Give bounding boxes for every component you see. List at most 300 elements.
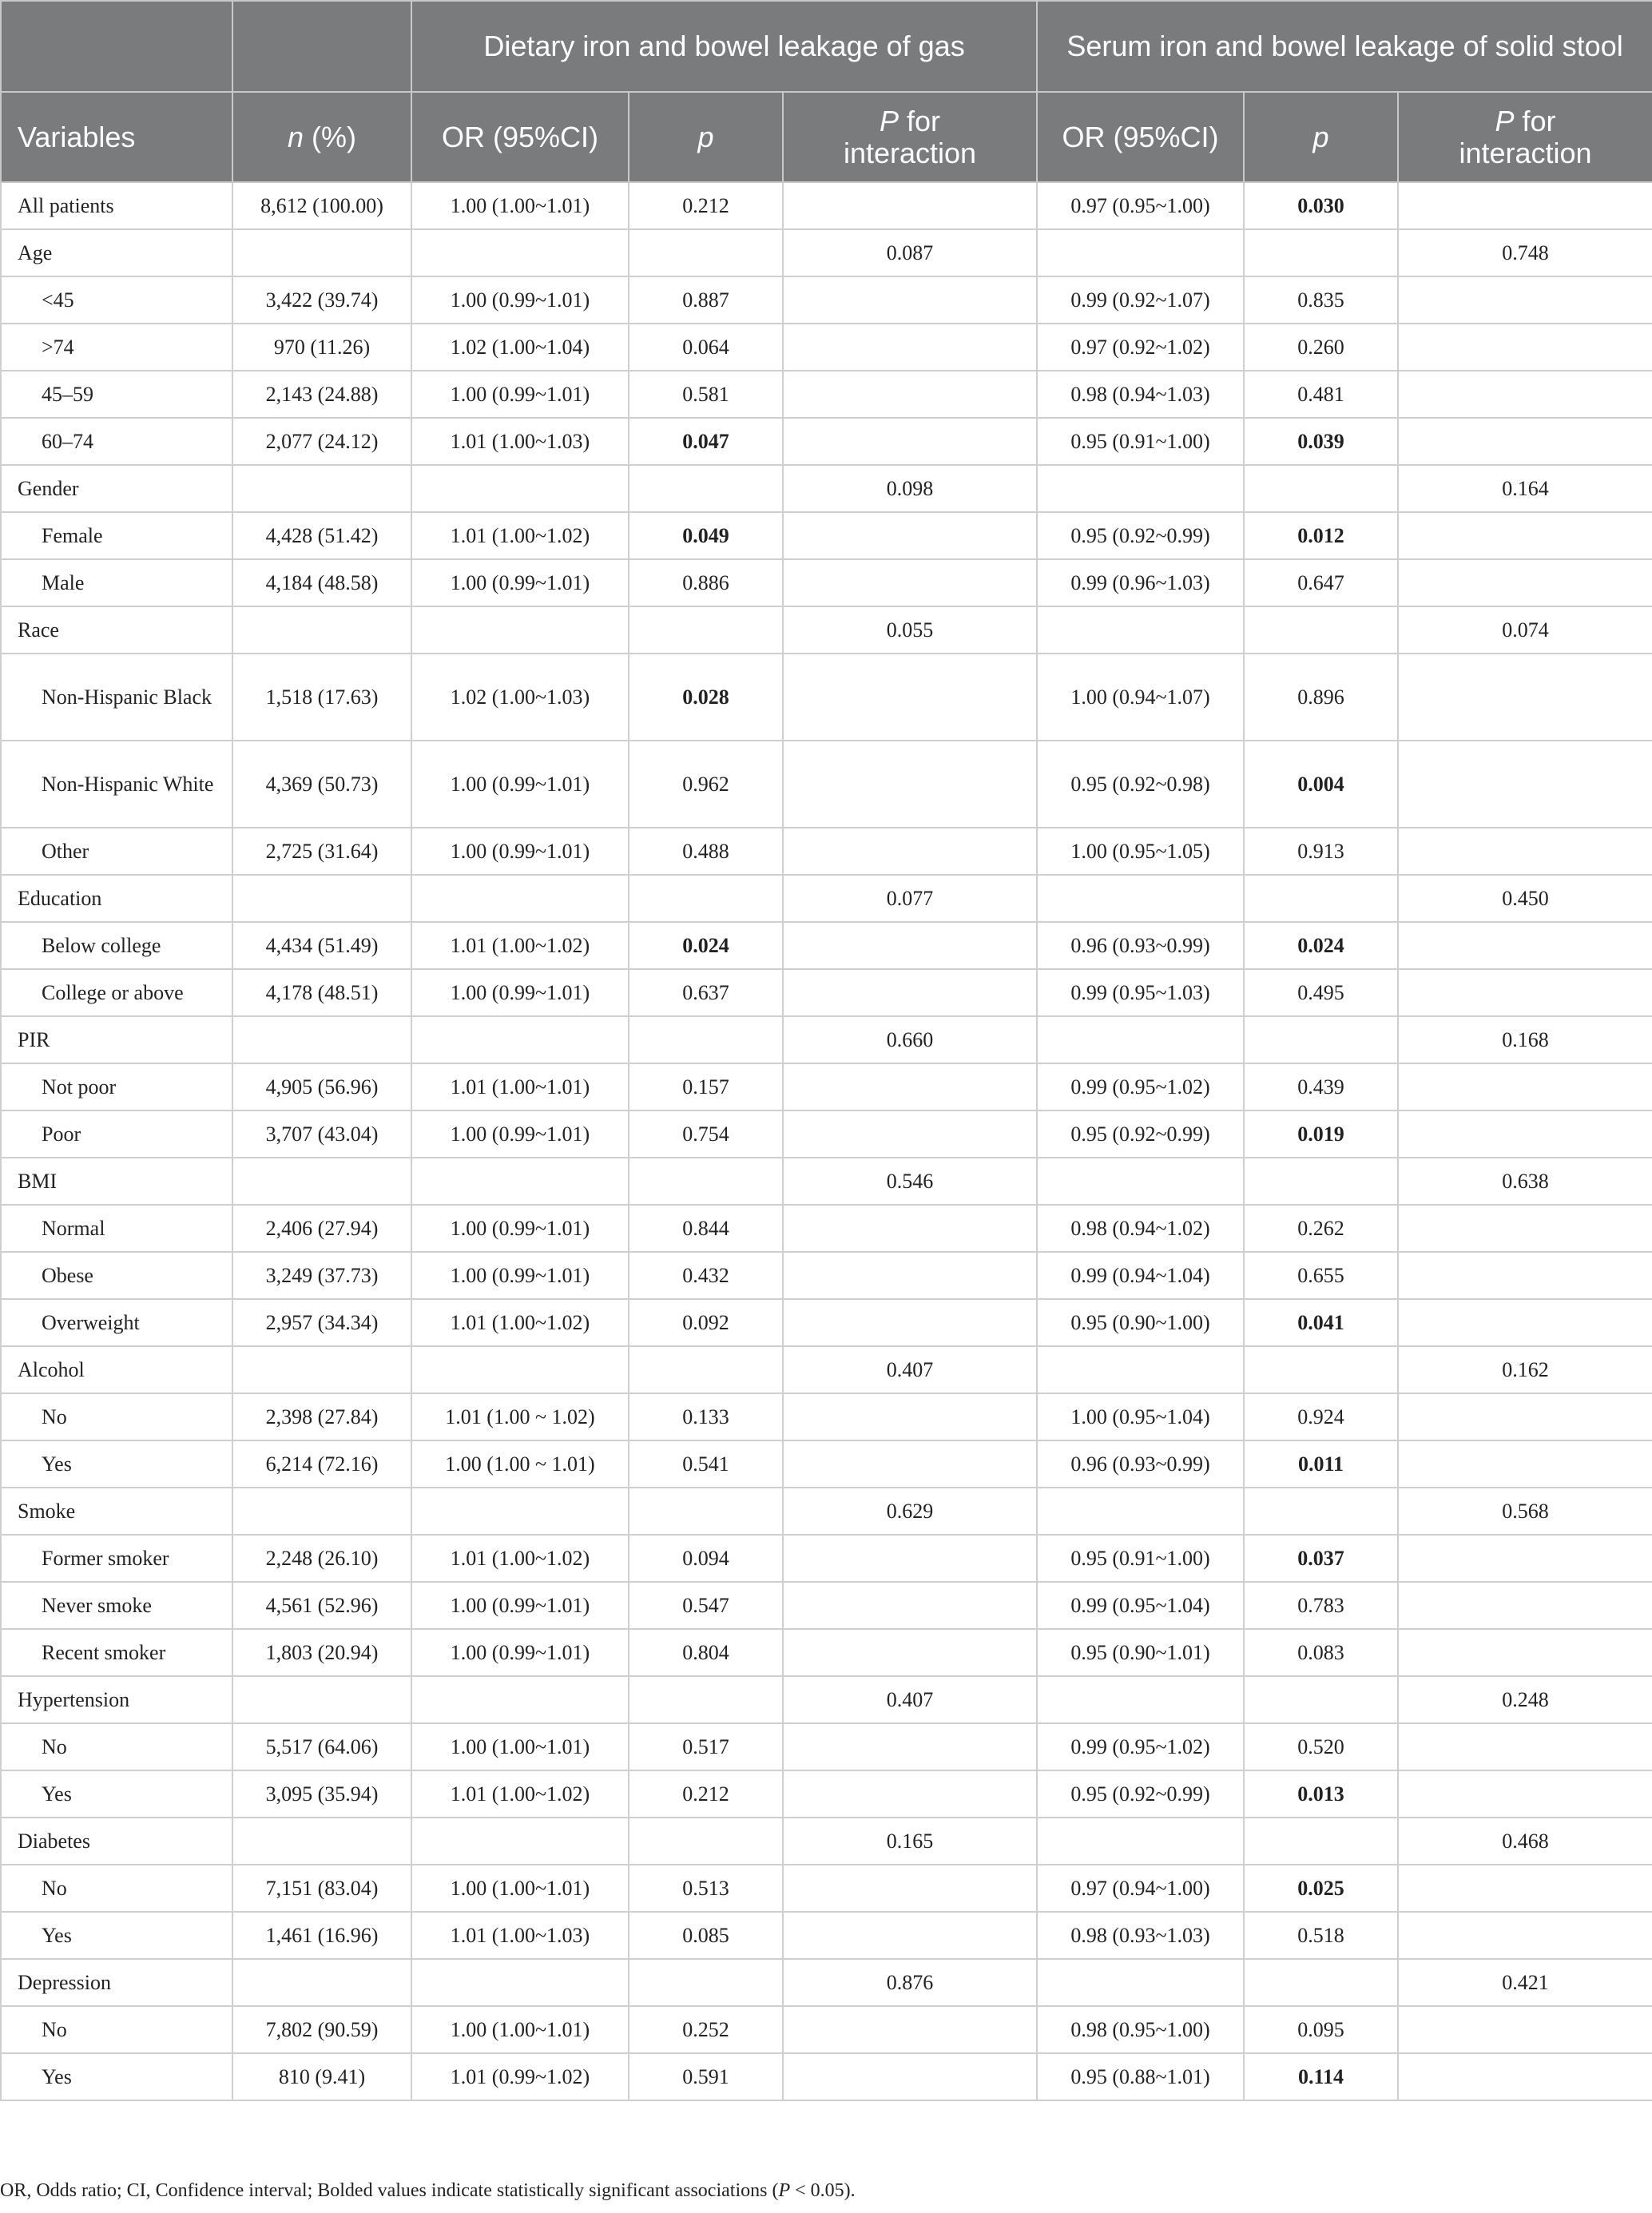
n-pct-cell: 4,561 (52.96)	[232, 1582, 411, 1629]
n-pct-cell: 4,184 (48.58)	[232, 559, 411, 606]
pint-dietary-cell: 0.660	[783, 1016, 1037, 1063]
pint-dietary-cell	[783, 969, 1037, 1016]
or-dietary-cell: 1.01 (1.00 ~ 1.02)	[411, 1393, 629, 1440]
or-serum-cell	[1037, 1016, 1244, 1063]
table-row	[1, 1063, 1652, 1110]
pint-serum-cell	[1398, 1723, 1652, 1770]
table-row	[1, 229, 1652, 276]
p-dietary-cell: 0.064	[629, 324, 783, 371]
n-pct-cell: 2,077 (24.12)	[232, 418, 411, 465]
row-label-cell: No	[1, 2006, 232, 2053]
pint-serum-cell: 0.164	[1398, 465, 1652, 512]
row-label-cell: BMI	[1, 1158, 232, 1205]
pint-serum-cell	[1398, 2006, 1652, 2053]
pint-dietary-cell	[783, 1582, 1037, 1629]
pint-serum-cell: 0.638	[1398, 1158, 1652, 1205]
or-serum-cell: 0.98 (0.95~1.00)	[1037, 2006, 1244, 2053]
or-serum-cell	[1037, 606, 1244, 654]
pint-dietary-cell	[783, 2053, 1037, 2100]
or-dietary-cell: 1.00 (1.00~1.01)	[411, 1865, 629, 1912]
or-dietary-cell: 1.00 (1.00~1.01)	[411, 1723, 629, 1770]
p-serum-cell: 0.495	[1244, 969, 1398, 1016]
group-header-dietary: Dietary iron and bowel leakage of gas	[411, 1, 1037, 92]
pint-dietary-cell	[783, 1393, 1037, 1440]
or-serum-cell: 0.96 (0.93~0.99)	[1037, 1440, 1244, 1488]
p-serum-cell: 0.647	[1244, 559, 1398, 606]
p-serum-cell	[1244, 1676, 1398, 1723]
pint-serum-cell	[1398, 512, 1652, 559]
column-header-p-dietary: p	[629, 92, 783, 182]
n-pct-cell: 3,249 (37.73)	[232, 1252, 411, 1299]
or-serum-cell: 0.96 (0.93~0.99)	[1037, 922, 1244, 969]
pint-dietary-cell: 0.077	[783, 875, 1037, 922]
row-label-cell: 60–74	[1, 418, 232, 465]
pint-dietary-cell	[783, 1063, 1037, 1110]
or-serum-cell: 0.95 (0.91~1.00)	[1037, 1535, 1244, 1582]
table-row	[1, 969, 1652, 1016]
row-label-cell: Depression	[1, 1959, 232, 2006]
row-label-cell: Female	[1, 512, 232, 559]
or-dietary-cell	[411, 465, 629, 512]
or-serum-cell: 0.97 (0.92~1.02)	[1037, 324, 1244, 371]
row-label-cell: Yes	[1, 1440, 232, 1488]
n-pct-cell	[232, 1016, 411, 1063]
or-serum-cell: 0.95 (0.91~1.00)	[1037, 418, 1244, 465]
n-pct-cell: 2,725 (31.64)	[232, 828, 411, 875]
or-serum-cell: 0.95 (0.90~1.01)	[1037, 1629, 1244, 1676]
row-label-cell: Yes	[1, 1770, 232, 1818]
or-serum-cell: 0.99 (0.95~1.04)	[1037, 1582, 1244, 1629]
pint-serum-cell	[1398, 1063, 1652, 1110]
pint-dietary-cell: 0.629	[783, 1488, 1037, 1535]
p-dietary-cell: 0.637	[629, 969, 783, 1016]
or-serum-cell: 0.97 (0.94~1.00)	[1037, 1865, 1244, 1912]
table-row	[1, 1535, 1652, 1582]
pint-serum-cell	[1398, 1535, 1652, 1582]
table-row	[1, 418, 1652, 465]
or-dietary-cell: 1.00 (0.99~1.01)	[411, 1582, 629, 1629]
pint-dietary-cell	[783, 1723, 1037, 1770]
or-dietary-cell	[411, 1346, 629, 1393]
or-dietary-cell: 1.00 (0.99~1.01)	[411, 276, 629, 324]
n-pct-cell: 4,178 (48.51)	[232, 969, 411, 1016]
p-dietary-cell: 0.804	[629, 1629, 783, 1676]
table-row	[1, 371, 1652, 418]
p-dietary-cell: 0.028	[629, 654, 783, 741]
n-pct-cell: 4,428 (51.42)	[232, 512, 411, 559]
n-pct-cell: 2,398 (27.84)	[232, 1393, 411, 1440]
or-dietary-cell	[411, 1488, 629, 1535]
table-row	[1, 1205, 1652, 1252]
pint-dietary-cell: 0.546	[783, 1158, 1037, 1205]
or-serum-cell	[1037, 1346, 1244, 1393]
or-dietary-cell: 1.01 (1.00~1.02)	[411, 1299, 629, 1346]
or-dietary-cell: 1.00 (0.99~1.01)	[411, 559, 629, 606]
row-label-cell: Smoke	[1, 1488, 232, 1535]
pint-dietary-cell: 0.876	[783, 1959, 1037, 2006]
group-header-serum: Serum iron and bowel leakage of solid stool	[1037, 1, 1652, 92]
or-dietary-cell: 1.00 (0.99~1.01)	[411, 1629, 629, 1676]
or-serum-cell: 0.99 (0.95~1.03)	[1037, 969, 1244, 1016]
pint-dietary-cell: 0.055	[783, 606, 1037, 654]
row-label-cell: Yes	[1, 1912, 232, 1959]
table-row	[1, 2006, 1652, 2053]
p-dietary-cell	[629, 465, 783, 512]
table-row	[1, 512, 1652, 559]
pint-dietary-cell	[783, 741, 1037, 828]
p-serum-cell: 0.835	[1244, 276, 1398, 324]
or-dietary-cell: 1.01 (1.00~1.02)	[411, 1535, 629, 1582]
table-row	[1, 1770, 1652, 1818]
p-dietary-cell: 0.547	[629, 1582, 783, 1629]
p-serum-cell: 0.039	[1244, 418, 1398, 465]
or-dietary-cell: 1.00 (0.99~1.01)	[411, 828, 629, 875]
pint-serum-cell: 0.162	[1398, 1346, 1652, 1393]
table-footnote: OR, Odds ratio; CI, Confidence interval; Bolded values indicate statistically significant associations (P < 0.05).	[0, 2180, 856, 2201]
n-pct-cell	[232, 1676, 411, 1723]
table-row	[1, 875, 1652, 922]
table-row	[1, 182, 1652, 229]
pint-serum-cell	[1398, 1865, 1652, 1912]
row-label-cell: Alcohol	[1, 1346, 232, 1393]
p-dietary-cell	[629, 1346, 783, 1393]
n-pct-cell	[232, 1346, 411, 1393]
p-serum-cell: 0.913	[1244, 828, 1398, 875]
pint-serum-cell	[1398, 418, 1652, 465]
or-serum-cell: 0.98 (0.94~1.03)	[1037, 371, 1244, 418]
pint-serum-cell	[1398, 1582, 1652, 1629]
n-pct-cell: 3,422 (39.74)	[232, 276, 411, 324]
pint-serum-cell	[1398, 1205, 1652, 1252]
pint-dietary-cell	[783, 1912, 1037, 1959]
pint-dietary-cell	[783, 1110, 1037, 1158]
or-dietary-cell: 1.00 (0.99~1.01)	[411, 1205, 629, 1252]
pint-serum-cell: 0.568	[1398, 1488, 1652, 1535]
table-row	[1, 1299, 1652, 1346]
pint-serum-cell	[1398, 2053, 1652, 2100]
row-label-cell: Gender	[1, 465, 232, 512]
n-pct-cell: 7,802 (90.59)	[232, 2006, 411, 2053]
n-pct-cell: 3,707 (43.04)	[232, 1110, 411, 1158]
row-label-cell: Diabetes	[1, 1818, 232, 1865]
row-label-cell: No	[1, 1865, 232, 1912]
p-serum-cell: 0.924	[1244, 1393, 1398, 1440]
pint-dietary-cell	[783, 828, 1037, 875]
p-dietary-cell: 0.157	[629, 1063, 783, 1110]
table-body	[1, 182, 1652, 2100]
table-row	[1, 1818, 1652, 1865]
p-serum-cell: 0.114	[1244, 2053, 1398, 2100]
table-row	[1, 1393, 1652, 1440]
or-serum-cell	[1037, 875, 1244, 922]
row-label-cell: Former smoker	[1, 1535, 232, 1582]
n-pct-cell: 970 (11.26)	[232, 324, 411, 371]
or-serum-cell: 0.95 (0.92~0.99)	[1037, 1110, 1244, 1158]
row-label-cell: Normal	[1, 1205, 232, 1252]
row-label-cell: No	[1, 1723, 232, 1770]
pint-dietary-cell: 0.087	[783, 229, 1037, 276]
p-dietary-cell: 0.581	[629, 371, 783, 418]
or-dietary-cell: 1.01 (0.99~1.02)	[411, 2053, 629, 2100]
pint-serum-cell	[1398, 1299, 1652, 1346]
table-header	[1, 1, 1652, 182]
p-dietary-cell: 0.252	[629, 2006, 783, 2053]
row-label-cell: Overweight	[1, 1299, 232, 1346]
p-dietary-cell: 0.133	[629, 1393, 783, 1440]
table-row	[1, 1440, 1652, 1488]
row-label-cell: All patients	[1, 182, 232, 229]
or-serum-cell	[1037, 1488, 1244, 1535]
pint-dietary-cell	[783, 324, 1037, 371]
n-pct-cell: 8,612 (100.00)	[232, 182, 411, 229]
n-pct-cell: 4,434 (51.49)	[232, 922, 411, 969]
row-label-cell: Obese	[1, 1252, 232, 1299]
pint-serum-cell	[1398, 1252, 1652, 1299]
or-dietary-cell: 1.00 (0.99~1.01)	[411, 371, 629, 418]
column-header-variables: Variables	[1, 92, 232, 182]
column-header-or-serum: OR (95%CI)	[1037, 92, 1244, 182]
p-dietary-cell	[629, 875, 783, 922]
pint-serum-cell	[1398, 371, 1652, 418]
p-serum-cell: 0.896	[1244, 654, 1398, 741]
p-dietary-cell: 0.488	[629, 828, 783, 875]
or-dietary-cell	[411, 1818, 629, 1865]
pint-serum-cell	[1398, 969, 1652, 1016]
p-dietary-cell	[629, 1959, 783, 2006]
p-dietary-cell	[629, 1488, 783, 1535]
or-dietary-cell	[411, 1959, 629, 2006]
header-empty-cell	[232, 1, 411, 92]
pint-dietary-cell	[783, 654, 1037, 741]
p-serum-cell	[1244, 1158, 1398, 1205]
table-row	[1, 1252, 1652, 1299]
or-dietary-cell: 1.01 (1.00~1.02)	[411, 512, 629, 559]
n-pct-cell	[232, 1488, 411, 1535]
pint-dietary-cell	[783, 418, 1037, 465]
n-pct-cell	[232, 1959, 411, 2006]
p-dietary-cell	[629, 1818, 783, 1865]
row-label-cell: Poor	[1, 1110, 232, 1158]
or-dietary-cell: 1.00 (1.00~1.01)	[411, 2006, 629, 2053]
p-dietary-cell: 0.092	[629, 1299, 783, 1346]
p-dietary-cell: 0.094	[629, 1535, 783, 1582]
or-dietary-cell: 1.01 (1.00~1.01)	[411, 1063, 629, 1110]
or-dietary-cell: 1.00 (0.99~1.01)	[411, 741, 629, 828]
pint-dietary-cell	[783, 512, 1037, 559]
p-serum-cell: 0.520	[1244, 1723, 1398, 1770]
pint-serum-cell: 0.468	[1398, 1818, 1652, 1865]
row-label-cell: College or above	[1, 969, 232, 1016]
p-dietary-cell	[629, 1676, 783, 1723]
table-row	[1, 1346, 1652, 1393]
row-label-cell: Recent smoker	[1, 1629, 232, 1676]
or-serum-cell: 0.95 (0.88~1.01)	[1037, 2053, 1244, 2100]
p-serum-cell	[1244, 875, 1398, 922]
column-header-or-dietary: OR (95%CI)	[411, 92, 629, 182]
or-serum-cell: 0.99 (0.95~1.02)	[1037, 1063, 1244, 1110]
row-label-cell: 45–59	[1, 371, 232, 418]
table-row	[1, 324, 1652, 371]
n-pct-cell	[232, 465, 411, 512]
p-dietary-cell: 0.887	[629, 276, 783, 324]
pint-serum-cell	[1398, 1770, 1652, 1818]
p-serum-cell: 0.024	[1244, 922, 1398, 969]
pint-dietary-cell: 0.098	[783, 465, 1037, 512]
table-row	[1, 1912, 1652, 1959]
or-dietary-cell: 1.02 (1.00~1.04)	[411, 324, 629, 371]
pint-serum-cell	[1398, 1110, 1652, 1158]
or-dietary-cell	[411, 875, 629, 922]
pint-dietary-cell	[783, 1770, 1037, 1818]
table-row	[1, 1488, 1652, 1535]
pint-serum-cell	[1398, 1629, 1652, 1676]
or-serum-cell	[1037, 1676, 1244, 1723]
pint-serum-cell	[1398, 741, 1652, 828]
table-row	[1, 654, 1652, 741]
p-serum-cell: 0.260	[1244, 324, 1398, 371]
table-row	[1, 1110, 1652, 1158]
pint-dietary-cell	[783, 2006, 1037, 2053]
pint-dietary-cell: 0.407	[783, 1346, 1037, 1393]
column-header-n-pct: n (%)	[232, 92, 411, 182]
header-empty-cell	[1, 1, 232, 92]
p-dietary-cell: 0.541	[629, 1440, 783, 1488]
p-serum-cell: 0.019	[1244, 1110, 1398, 1158]
p-serum-cell	[1244, 1959, 1398, 2006]
pint-dietary-cell	[783, 1299, 1037, 1346]
p-dietary-cell	[629, 606, 783, 654]
row-label-cell: No	[1, 1393, 232, 1440]
pint-dietary-cell	[783, 559, 1037, 606]
p-dietary-cell	[629, 1158, 783, 1205]
pint-serum-cell	[1398, 276, 1652, 324]
p-dietary-cell: 0.212	[629, 182, 783, 229]
p-dietary-cell	[629, 1016, 783, 1063]
or-dietary-cell: 1.01 (1.00~1.03)	[411, 1912, 629, 1959]
p-serum-cell	[1244, 1346, 1398, 1393]
row-label-cell: Below college	[1, 922, 232, 969]
p-serum-cell: 0.037	[1244, 1535, 1398, 1582]
p-serum-cell: 0.004	[1244, 741, 1398, 828]
or-serum-cell: 0.97 (0.95~1.00)	[1037, 182, 1244, 229]
or-serum-cell: 0.99 (0.95~1.02)	[1037, 1723, 1244, 1770]
p-dietary-cell: 0.962	[629, 741, 783, 828]
n-pct-cell: 6,214 (72.16)	[232, 1440, 411, 1488]
or-dietary-cell: 1.00 (0.99~1.01)	[411, 969, 629, 1016]
n-pct-cell: 5,517 (64.06)	[232, 1723, 411, 1770]
p-dietary-cell	[629, 229, 783, 276]
p-serum-cell: 0.095	[1244, 2006, 1398, 2053]
or-serum-cell: 1.00 (0.94~1.07)	[1037, 654, 1244, 741]
or-serum-cell: 0.99 (0.96~1.03)	[1037, 559, 1244, 606]
n-pct-cell	[232, 1158, 411, 1205]
pint-serum-cell	[1398, 1440, 1652, 1488]
or-serum-cell: 0.98 (0.93~1.03)	[1037, 1912, 1244, 1959]
pint-serum-cell	[1398, 1393, 1652, 1440]
pint-dietary-cell	[783, 1535, 1037, 1582]
row-label-cell: PIR	[1, 1016, 232, 1063]
p-serum-cell: 0.025	[1244, 1865, 1398, 1912]
table-row	[1, 741, 1652, 828]
n-pct-cell: 2,406 (27.94)	[232, 1205, 411, 1252]
p-serum-cell: 0.012	[1244, 512, 1398, 559]
row-label-cell: Not poor	[1, 1063, 232, 1110]
n-pct-cell: 810 (9.41)	[232, 2053, 411, 2100]
pint-dietary-cell	[783, 371, 1037, 418]
pint-dietary-cell: 0.407	[783, 1676, 1037, 1723]
p-serum-cell: 0.013	[1244, 1770, 1398, 1818]
row-label-cell: Male	[1, 559, 232, 606]
row-label-cell: <45	[1, 276, 232, 324]
p-serum-cell: 0.262	[1244, 1205, 1398, 1252]
pint-dietary-cell	[783, 1205, 1037, 1252]
pint-serum-cell	[1398, 559, 1652, 606]
n-pct-cell	[232, 1818, 411, 1865]
p-serum-cell: 0.083	[1244, 1629, 1398, 1676]
row-label-cell: Age	[1, 229, 232, 276]
n-pct-cell	[232, 606, 411, 654]
row-label-cell: >74	[1, 324, 232, 371]
n-pct-cell: 2,143 (24.88)	[232, 371, 411, 418]
pint-serum-cell: 0.074	[1398, 606, 1652, 654]
p-dietary-cell: 0.754	[629, 1110, 783, 1158]
or-dietary-cell	[411, 606, 629, 654]
or-serum-cell: 0.99 (0.92~1.07)	[1037, 276, 1244, 324]
p-dietary-cell: 0.432	[629, 1252, 783, 1299]
p-serum-cell: 0.011	[1244, 1440, 1398, 1488]
p-serum-cell: 0.655	[1244, 1252, 1398, 1299]
or-serum-cell	[1037, 1158, 1244, 1205]
row-label-cell: Other	[1, 828, 232, 875]
or-dietary-cell: 1.00 (0.99~1.01)	[411, 1110, 629, 1158]
or-serum-cell: 0.98 (0.94~1.02)	[1037, 1205, 1244, 1252]
table-row	[1, 828, 1652, 875]
row-label-cell: Hypertension	[1, 1676, 232, 1723]
row-label-cell: Non-Hispanic White	[1, 741, 232, 828]
or-dietary-cell: 1.01 (1.00~1.02)	[411, 1770, 629, 1818]
table-row	[1, 1582, 1652, 1629]
row-label-cell: Yes	[1, 2053, 232, 2100]
p-dietary-cell: 0.591	[629, 2053, 783, 2100]
p-serum-cell	[1244, 1818, 1398, 1865]
or-dietary-cell: 1.00 (0.99~1.01)	[411, 1252, 629, 1299]
n-pct-cell: 7,151 (83.04)	[232, 1865, 411, 1912]
pint-serum-cell	[1398, 1912, 1652, 1959]
or-dietary-cell	[411, 1676, 629, 1723]
p-dietary-cell: 0.085	[629, 1912, 783, 1959]
pint-serum-cell: 0.248	[1398, 1676, 1652, 1723]
or-dietary-cell	[411, 1158, 629, 1205]
pint-dietary-cell	[783, 276, 1037, 324]
p-dietary-cell: 0.844	[629, 1205, 783, 1252]
table-row	[1, 559, 1652, 606]
or-serum-cell: 0.95 (0.90~1.00)	[1037, 1299, 1244, 1346]
pint-dietary-cell	[783, 1629, 1037, 1676]
pint-serum-cell: 0.168	[1398, 1016, 1652, 1063]
p-serum-cell: 0.783	[1244, 1582, 1398, 1629]
n-pct-cell: 1,518 (17.63)	[232, 654, 411, 741]
pint-dietary-cell	[783, 1440, 1037, 1488]
p-serum-cell	[1244, 606, 1398, 654]
or-serum-cell	[1037, 229, 1244, 276]
pint-serum-cell	[1398, 922, 1652, 969]
table-row	[1, 1676, 1652, 1723]
pint-serum-cell	[1398, 828, 1652, 875]
or-serum-cell: 1.00 (0.95~1.04)	[1037, 1393, 1244, 1440]
table-row	[1, 276, 1652, 324]
table-row	[1, 922, 1652, 969]
table-row	[1, 1959, 1652, 2006]
